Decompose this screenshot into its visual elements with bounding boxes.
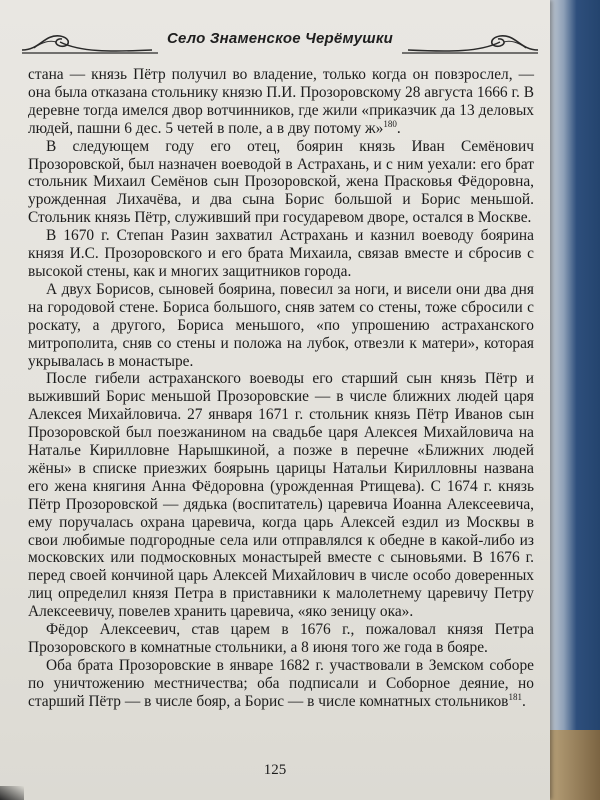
footnote-ref: 180	[383, 118, 397, 129]
paragraph: В 1670 г. Степан Разин захватил Астрахань и казнил воеводу боярина князя И.С. Прозоровского и его брата Михаила, связав вместе и сбросив с высокой стены, как и многих защитников города.	[28, 227, 534, 280]
paragraph: Оба брата Прозоровские в январе 1682 г. участвовали в Земском соборе по уничтожению местничества; оба подписали и Соборное деяние, но старший Пётр — в числе бояр, а Борис — в числе комнатных стольников$^{181}$.	[28, 656, 534, 710]
body-text	[28, 66, 534, 711]
page-number: 125	[263, 762, 287, 778]
paragraph: Фёдор Алексеевич, став царем в 1676 г., пожаловал князя Петра Прозоровского в комнатные стольники, а 8 июня того же года в бояре.	[28, 621, 534, 656]
page-corner-shadow	[0, 786, 24, 800]
footnote-ref: 181	[508, 691, 522, 702]
paragraph: После гибели астраханского воеводы его старший сын князь Пётр и выживший Борис меньшой Прозоровские — в числе ближних людей царя Алексея Михайловича. 27 января 1671 г. стольник князь Пётр Иванов сын Прозоровской был поезжанином на свадьбе царя Алексея Михайловича на Наталье Кирилловне Нарышкиной, а позже в перечне «Ближних людей жёны» в списке приезжих боярынь царицы Натальи Кирилловны названа его жена княгиня Анна Фёдоровна (урожденная Ртищева). С 1674 г. князь Пётр Прозоровской — дядька (воспитатель) царевича Иоанна Алексеевича, ему поручалась охрана царевича, когда царь Алексей ездил из Москвы в свои любимые подгородные села или отправлялся к обедне в какой-либо из московских или подмосковных монастырей вместе с сыновьями. В 1676 г. перед своей кончиной царь Алексей Михайлович в числе особо доверенных лиц определил князя Петра в приставники к малолетнему царевичу Петру Алексеевичу, повелев хранить царевича, «яко зеницу ока».	[28, 370, 534, 621]
table-surface	[548, 730, 600, 800]
running-header-title: Село Знаменское Черёмушки	[167, 30, 393, 47]
running-header	[20, 22, 540, 56]
book-spine-edge	[548, 0, 600, 800]
paragraph: А двух Борисов, сыновей боярина, повесил за ноги, и висели они два дня на городовой стене. Бориса большого, сняв затем со стены, тоже сбросили с роскату, а другого, Бориса меньшого, «по упрошению астраханского митрополита, сняв со стены и положа на лубок, отвезли к матери», которая укрывалась в монастыре.	[28, 280, 534, 370]
paragraph: стана — князь Пётр получил во владение, только когда он повзрослел, — она была отказана стольнику князю П.И. Прозоровскому 28 августа 1666 г. В деревне тогда имелся двор вотчинников, где жили «приказчик да 13 деловых людей, пашни 6 дес. 5 четей в поле, а в дву потому ж»$^{180}$.	[28, 66, 534, 137]
paragraph: В следующем году его отец, боярин князь Иван Семёнович Прозоровской, был назначен воеводой в Астрахань, и с ним уехали: его брат стольник Михаил Семёнов сын Прозоровской, жена Прасковья Фёдоровна, урожденная Лихачёва, и два сына Борис большой и Борис меньшой. Стольник князь Пётр, служивший при государевом дворе, остался в Москве.	[28, 137, 534, 227]
